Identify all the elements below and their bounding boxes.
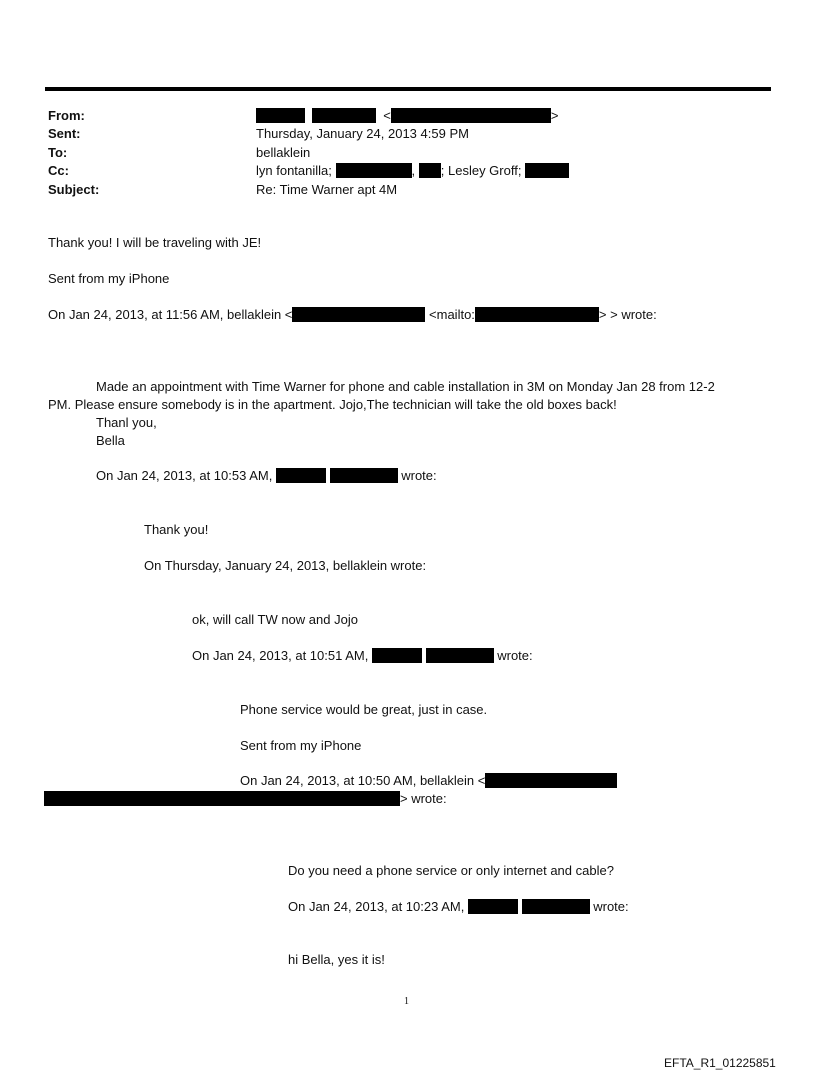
message-3: ok, will call TW now and Jojo (192, 612, 358, 627)
from-label: From: (48, 108, 85, 123)
quote-header-4-end: wrote: (497, 648, 533, 663)
from-bracket-close: > (550, 108, 559, 123)
message-2: Thank you! (144, 522, 209, 537)
cc-name-2: ; Lesley Groff; (440, 163, 522, 178)
reply-text: Thank you! I will be traveling with JE! (48, 235, 262, 250)
message-5: Do you need a phone service or only internet and cable? (288, 863, 614, 878)
quote-header-6 (288, 899, 629, 914)
redaction-box (336, 163, 412, 178)
quote-header-3: On Thursday, January 24, 2013, bellaklein wrote: (144, 558, 427, 573)
quote-header-1 (48, 307, 657, 322)
redaction-box (522, 899, 590, 914)
message-4-line-2: Sent from my iPhone (240, 738, 362, 753)
page-number: 1 (404, 996, 409, 1007)
cc-label: Cc: (48, 163, 69, 178)
redaction-box (525, 163, 569, 178)
quote-header-4 (192, 648, 533, 663)
quote-header-1-end: > > wrote: (598, 307, 657, 322)
quote-header-2 (96, 468, 437, 483)
to-value: bellaklein (256, 145, 311, 160)
message-1-line-1: Made an appointment with Time Warner for phone and cable installation in 3M on Monday Jan 28 from 12-2 (96, 379, 715, 394)
from-value (256, 108, 558, 123)
to-label: To: (48, 145, 68, 160)
quote-header-6-end: wrote: (593, 899, 629, 914)
signature-iphone: Sent from my iPhone (48, 271, 170, 286)
redaction-box (391, 108, 551, 123)
sent-label: Sent: (48, 126, 81, 141)
subject-label: Subject: (48, 182, 100, 197)
quote-header-6-text: On Jan 24, 2013, at 10:23 AM, (288, 899, 465, 914)
from-bracket-open: < (383, 108, 391, 123)
quote-header-1-mailto: <mailto: (429, 307, 475, 322)
message-6: hi Bella, yes it is! (288, 952, 385, 967)
quote-header-2-text: On Jan 24, 2013, at 10:53 AM, (96, 468, 273, 483)
cc-name-1: lyn fontanilla; (256, 163, 332, 178)
quote-header-5-text: On Jan 24, 2013, at 10:50 AM, bellaklein < (240, 773, 486, 788)
quote-header-5 (240, 773, 617, 788)
redaction-box (276, 468, 326, 483)
redaction-box (468, 899, 518, 914)
quote-header-4-text: On Jan 24, 2013, at 10:51 AM, (192, 648, 369, 663)
sent-value: Thursday, January 24, 2013 4:59 PM (256, 126, 469, 141)
cc-comma: , (411, 163, 416, 178)
redaction-box (485, 773, 617, 788)
redaction-box (292, 307, 425, 322)
quote-header-5-continued (44, 791, 447, 806)
cc-value (256, 163, 569, 178)
quote-header-1-text: On Jan 24, 2013, at 11:56 AM, bellaklein < (48, 307, 293, 322)
header-rule (45, 87, 771, 91)
message-1-line-4: Bella (96, 433, 125, 448)
redaction-box (256, 108, 305, 123)
redaction-box (372, 648, 422, 663)
document-id: EFTA_R1_01225851 (664, 1056, 776, 1070)
message-4-line-1: Phone service would be great, just in case. (240, 702, 488, 717)
quote-header-5-end: > wrote: (400, 791, 447, 806)
redaction-box (330, 468, 398, 483)
redaction-box (475, 307, 599, 322)
redaction-box (419, 163, 441, 178)
subject-value: Re: Time Warner apt 4M (256, 182, 398, 197)
redaction-box (312, 108, 376, 123)
redaction-box (44, 791, 400, 806)
message-1-line-2: PM. Please ensure somebody is in the apartment. Jojo,The technician will take the old boxes back! (48, 397, 617, 412)
redaction-box (426, 648, 494, 663)
message-1-line-3: Thanl you, (96, 415, 157, 430)
quote-header-2-end: wrote: (401, 468, 437, 483)
